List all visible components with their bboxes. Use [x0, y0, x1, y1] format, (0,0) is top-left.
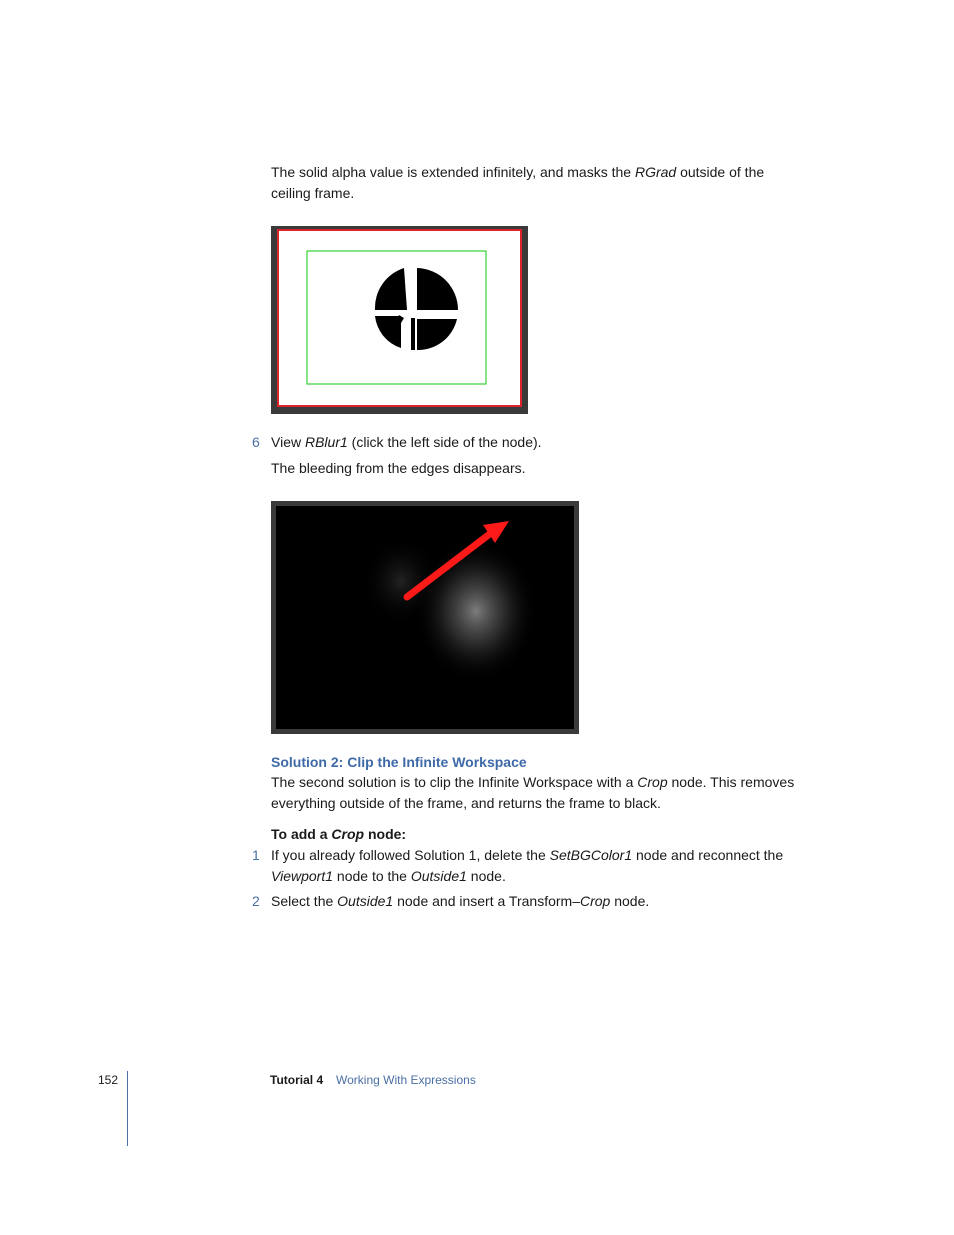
intro-emphasis: RGrad — [634, 164, 677, 180]
step-text: node. — [466, 868, 506, 884]
node-name: Crop — [331, 826, 365, 842]
procedure-step-2 — [271, 891, 649, 912]
step-text: View — [271, 434, 305, 450]
footer-divider — [127, 1071, 128, 1146]
step-text: Select the — [271, 893, 338, 909]
intro-text: ceiling frame. — [271, 185, 355, 201]
node-name: Crop — [579, 893, 611, 909]
step-6-result: The bleeding from the edges disappears. — [271, 460, 526, 476]
step-6-instruction — [271, 432, 542, 453]
step-text: If you already followed Solution 1, delete the — [271, 847, 550, 863]
node-name: Crop — [637, 774, 668, 790]
procedure-title-text: To add a — [271, 826, 332, 842]
body-text: The second solution is to clip the Infinite Workspace with a — [271, 774, 638, 790]
body-text: everything outside of the frame, and returns the frame to black. — [271, 795, 661, 811]
section-heading: Solution 2: Clip the Infinite Workspace — [271, 754, 527, 770]
node-name: Outside1 — [337, 893, 394, 909]
node-name: Viewport1 — [271, 868, 334, 884]
solution-2-paragraph — [271, 772, 794, 814]
intro-text: outside of the — [676, 164, 765, 180]
intro-paragraph — [271, 162, 764, 204]
step-text: (click the left side of the node). — [347, 434, 542, 450]
viewer-figure-rblur — [271, 501, 579, 734]
node-name: Outside1 — [410, 868, 467, 884]
viewer-illustration — [271, 226, 528, 414]
footer-chapter-label: Tutorial 4 — [270, 1073, 324, 1087]
step-number: 2 — [252, 893, 260, 909]
intro-text: The solid alpha value is extended infinitely, and masks the — [271, 164, 635, 180]
viewer-figure-ceiling-frame — [271, 226, 528, 414]
step-text: node and insert a Transform– — [393, 893, 580, 909]
page-number: 152 — [98, 1073, 119, 1087]
step-number: 1 — [252, 847, 260, 863]
procedure-title — [271, 824, 406, 845]
viewer-illustration — [271, 501, 579, 734]
node-name: SetBGColor1 — [549, 847, 633, 863]
node-name: RBlur1 — [304, 434, 348, 450]
procedure-step-1 — [271, 845, 783, 887]
procedure-title-text: node: — [364, 826, 407, 842]
blur-glow — [414, 539, 538, 683]
step-text: node and reconnect the — [632, 847, 784, 863]
step-text: node. — [610, 893, 650, 909]
footer-chapter-title: Working With Expressions — [336, 1073, 476, 1087]
step-number: 6 — [252, 434, 260, 450]
step-text: node to the — [333, 868, 411, 884]
body-text: node. This removes — [667, 774, 795, 790]
